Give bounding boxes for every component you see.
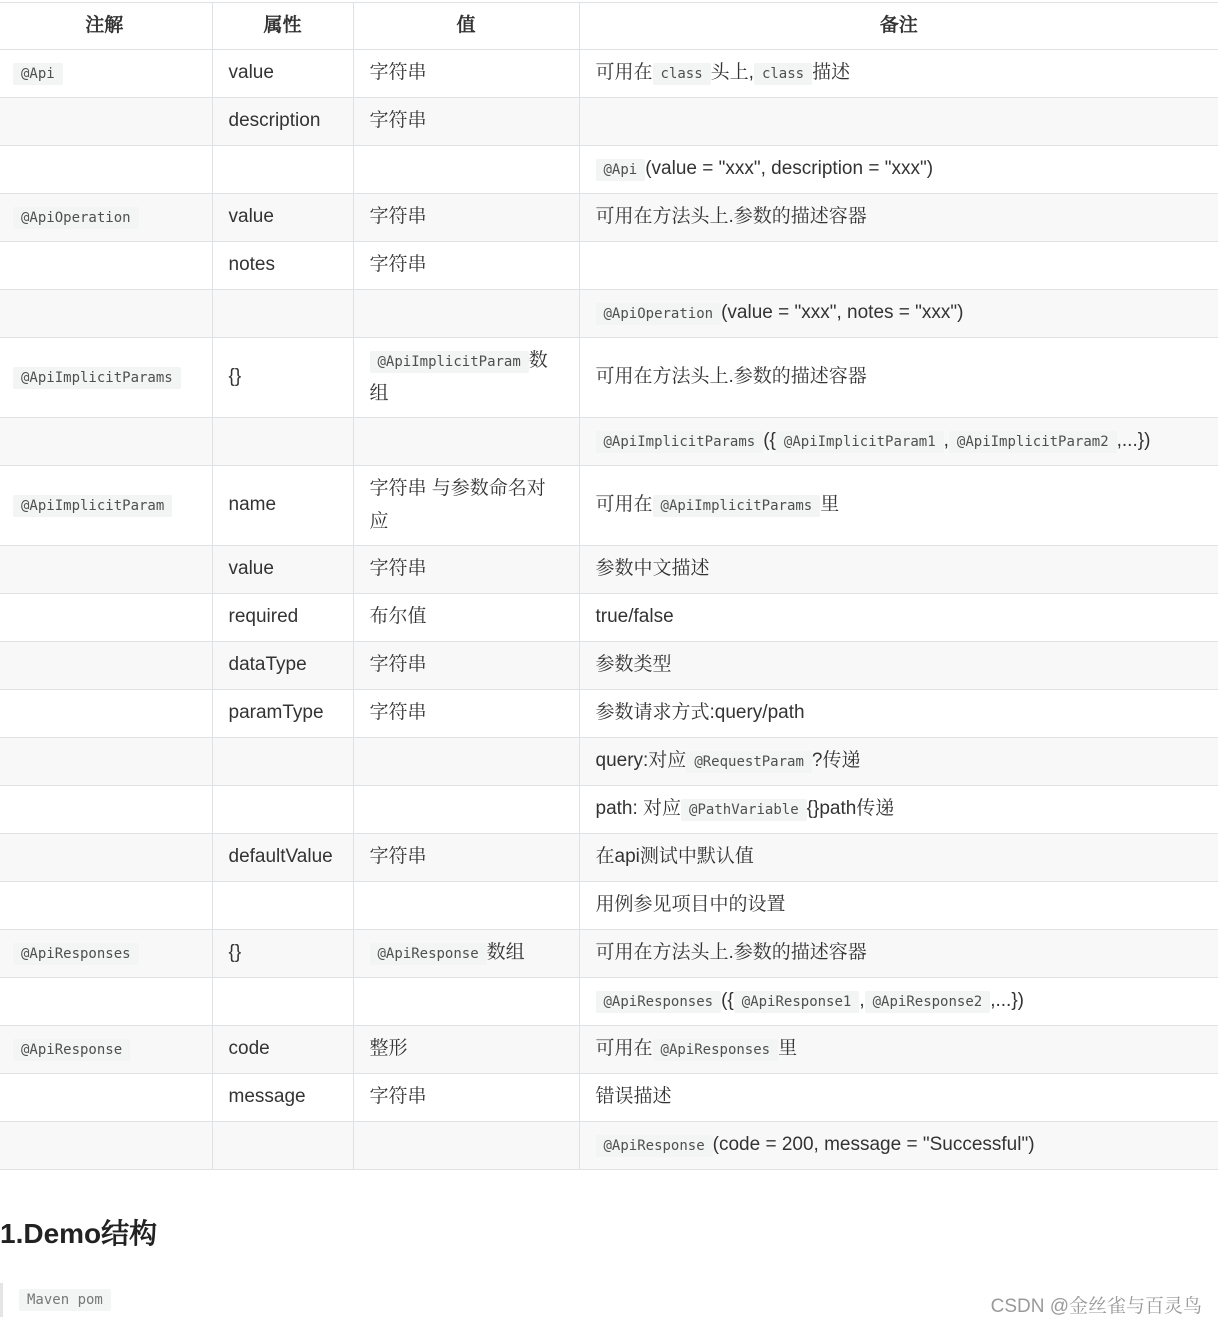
cell-attribute: defaultValue — [212, 834, 353, 882]
table-row — [0, 594, 1218, 642]
header-attribute: 属性 — [212, 3, 353, 50]
table-body — [0, 50, 1218, 1170]
note-text: 里 — [820, 494, 840, 516]
table-row — [0, 690, 1218, 738]
cell-value — [353, 290, 579, 338]
table-row — [0, 418, 1218, 466]
cell-value — [353, 146, 579, 194]
cell-value — [353, 690, 579, 738]
cell-value — [353, 546, 579, 594]
cell-attribute: value — [212, 546, 353, 594]
table-row — [0, 978, 1218, 1026]
cell-attribute: value — [212, 50, 353, 98]
section-heading: 1.Demo结构 — [0, 1218, 158, 1249]
table-row — [0, 194, 1218, 242]
value-text: 字符串 — [369, 846, 427, 868]
cell-note — [579, 1074, 1218, 1122]
cell-note — [579, 50, 1218, 98]
cell-note — [579, 834, 1218, 882]
code-block-label: Maven pom — [19, 1289, 111, 1311]
note-text: ,...}) — [990, 990, 1024, 1012]
cell-note — [579, 242, 1218, 290]
cell-annotation — [0, 738, 212, 786]
note-text: {}path传递 — [806, 798, 895, 820]
cell-annotation — [0, 546, 212, 594]
cell-value — [353, 1026, 579, 1074]
annotation-code: @ApiOperation — [13, 207, 139, 229]
value-text: 字符串 — [369, 254, 427, 276]
table-row — [0, 834, 1218, 882]
cell-note — [579, 690, 1218, 738]
note-text: (value = "xxx", notes = "xxx") — [721, 302, 964, 324]
header-value: 值 — [353, 3, 579, 50]
cell-note — [579, 642, 1218, 690]
table-row — [0, 242, 1218, 290]
cell-note — [579, 146, 1218, 194]
cell-annotation — [0, 194, 212, 242]
annotation-code: @ApiResponse — [13, 1039, 130, 1061]
note-code: class — [754, 63, 812, 85]
note-text: , — [859, 990, 865, 1012]
note-code: @ApiOperation — [596, 303, 722, 325]
cell-note — [579, 786, 1218, 834]
note-text: 参数类型 — [595, 654, 672, 676]
code-block — [0, 1283, 600, 1317]
cell-annotation — [0, 466, 212, 546]
cell-attribute — [212, 146, 353, 194]
cell-value — [353, 594, 579, 642]
note-code: @Api — [596, 159, 646, 181]
note-code: @RequestParam — [686, 751, 812, 773]
annotation-code: @ApiImplicitParams — [13, 367, 181, 389]
cell-annotation — [0, 930, 212, 978]
note-text: ({ — [763, 430, 776, 452]
note-text: true/false — [595, 606, 674, 628]
note-text: , — [943, 430, 949, 452]
header-annotation: 注解 — [0, 3, 212, 50]
note-text: (code = 200, message = "Successful") — [712, 1134, 1035, 1156]
cell-attribute — [212, 882, 353, 930]
table-row — [0, 466, 1218, 546]
cell-note — [579, 194, 1218, 242]
cell-attribute — [212, 418, 353, 466]
value-text: 数组 — [369, 350, 548, 404]
note-code: @ApiImplicitParam2 — [949, 431, 1117, 453]
value-text: 布尔值 — [369, 606, 427, 628]
note-text: 可用在方法头上.参数的描述容器 — [595, 942, 867, 964]
cell-annotation — [0, 882, 212, 930]
cell-value — [353, 418, 579, 466]
table-row — [0, 546, 1218, 594]
cell-attribute: paramType — [212, 690, 353, 738]
cell-attribute: {} — [212, 930, 353, 978]
cell-value — [353, 1122, 579, 1170]
note-text: ?传递 — [811, 750, 861, 772]
cell-annotation — [0, 98, 212, 146]
cell-note — [579, 738, 1218, 786]
note-text: 在api测试中默认值 — [595, 846, 754, 868]
annotation-code: @Api — [13, 63, 63, 85]
cell-annotation — [0, 418, 212, 466]
cell-value — [353, 834, 579, 882]
annotation-code: @ApiImplicitParam — [13, 495, 172, 517]
value-text: 数组 — [486, 942, 525, 964]
cell-annotation — [0, 242, 212, 290]
table-row — [0, 642, 1218, 690]
cell-annotation — [0, 642, 212, 690]
note-text: 可用在 — [595, 1038, 653, 1060]
value-code: @ApiResponse — [370, 943, 487, 965]
note-text: query:对应 — [595, 750, 687, 772]
table-row — [0, 50, 1218, 98]
value-text: 字符串 — [369, 1086, 427, 1108]
cell-note — [579, 978, 1218, 1026]
note-text: 可用在方法头上.参数的描述容器 — [595, 206, 867, 228]
table-row — [0, 882, 1218, 930]
table-row — [0, 1074, 1218, 1122]
table-row — [0, 98, 1218, 146]
value-text: 字符串 — [369, 110, 427, 132]
note-code: @ApiResponse — [596, 1135, 713, 1157]
cell-attribute — [212, 290, 353, 338]
value-text: 字符串 — [369, 206, 427, 228]
cell-attribute — [212, 978, 353, 1026]
cell-value — [353, 642, 579, 690]
note-text: 可用在 — [595, 62, 653, 84]
cell-annotation — [0, 594, 212, 642]
note-code: @PathVariable — [681, 799, 807, 821]
note-text: 错误描述 — [595, 1086, 672, 1108]
cell-attribute: message — [212, 1074, 353, 1122]
cell-note — [579, 882, 1218, 930]
table-row — [0, 738, 1218, 786]
value-text: 字符串 — [369, 702, 427, 724]
cell-attribute: dataType — [212, 642, 353, 690]
cell-annotation — [0, 146, 212, 194]
value-text: 整形 — [369, 1038, 408, 1060]
cell-note — [579, 594, 1218, 642]
cell-value — [353, 466, 579, 546]
note-code: @ApiResponse1 — [734, 991, 860, 1013]
table-row — [0, 290, 1218, 338]
swagger-annotation-table — [0, 2, 1218, 1170]
cell-note — [579, 98, 1218, 146]
cell-value — [353, 1074, 579, 1122]
table-row — [0, 338, 1218, 418]
cell-value — [353, 930, 579, 978]
note-code: @ApiResponses — [596, 991, 722, 1013]
cell-annotation — [0, 690, 212, 738]
cell-annotation — [0, 290, 212, 338]
cell-value — [353, 882, 579, 930]
cell-annotation — [0, 786, 212, 834]
table-row — [0, 1026, 1218, 1074]
note-code: class — [653, 63, 711, 85]
note-text: ({ — [721, 990, 734, 1012]
cell-note — [579, 546, 1218, 594]
cell-value — [353, 242, 579, 290]
cell-value — [353, 98, 579, 146]
cell-value — [353, 50, 579, 98]
cell-annotation — [0, 1074, 212, 1122]
value-text: 字符串 与参数命名对应 — [369, 478, 546, 532]
cell-annotation — [0, 978, 212, 1026]
note-code: @ApiImplicitParams — [596, 431, 764, 453]
cell-attribute — [212, 738, 353, 786]
cell-value — [353, 786, 579, 834]
cell-note — [579, 338, 1218, 418]
cell-value — [353, 338, 579, 418]
note-text: 头上, — [710, 62, 754, 84]
note-code: @ApiImplicitParams — [653, 495, 821, 517]
cell-attribute: required — [212, 594, 353, 642]
cell-attribute — [212, 1122, 353, 1170]
watermark: CSDN @金丝雀与百灵鸟 — [990, 1296, 1202, 1317]
note-text: 参数请求方式:query/path — [595, 702, 805, 724]
cell-attribute: description — [212, 98, 353, 146]
value-code: @ApiImplicitParam — [370, 351, 529, 373]
note-text: 可用在方法头上.参数的描述容器 — [595, 366, 867, 388]
cell-note — [579, 290, 1218, 338]
note-text: ,...}) — [1116, 430, 1151, 452]
cell-attribute: code — [212, 1026, 353, 1074]
note-code: @ApiResponse2 — [865, 991, 991, 1013]
table-header-row — [0, 3, 1218, 50]
note-text: 参数中文描述 — [595, 558, 710, 580]
cell-note — [579, 1026, 1218, 1074]
header-note: 备注 — [579, 3, 1218, 50]
annotation-code: @ApiResponses — [13, 943, 139, 965]
table-row — [0, 786, 1218, 834]
cell-annotation — [0, 50, 212, 98]
value-text: 字符串 — [369, 62, 427, 84]
cell-value — [353, 978, 579, 1026]
note-text: (value = "xxx", description = "xxx") — [645, 158, 934, 180]
cell-annotation — [0, 834, 212, 882]
cell-attribute: notes — [212, 242, 353, 290]
table-row — [0, 1122, 1218, 1170]
value-text: 字符串 — [369, 654, 427, 676]
note-text: 用例参见项目中的设置 — [595, 894, 786, 916]
cell-annotation — [0, 1122, 212, 1170]
note-code: @ApiResponses — [653, 1039, 779, 1061]
cell-value — [353, 194, 579, 242]
cell-annotation — [0, 1026, 212, 1074]
cell-annotation — [0, 338, 212, 418]
value-text: 字符串 — [369, 558, 427, 580]
cell-attribute — [212, 786, 353, 834]
cell-note — [579, 1122, 1218, 1170]
cell-note — [579, 466, 1218, 546]
cell-note — [579, 418, 1218, 466]
cell-value — [353, 738, 579, 786]
note-code: @ApiImplicitParam1 — [776, 431, 944, 453]
cell-attribute: {} — [212, 338, 353, 418]
cell-attribute: name — [212, 466, 353, 546]
table-row — [0, 146, 1218, 194]
table-row — [0, 930, 1218, 978]
note-text: 里 — [778, 1038, 798, 1060]
cell-attribute: value — [212, 194, 353, 242]
note-text: 描述 — [812, 62, 851, 84]
note-text: path: 对应 — [595, 798, 682, 820]
note-text: 可用在 — [595, 494, 653, 516]
cell-note — [579, 930, 1218, 978]
